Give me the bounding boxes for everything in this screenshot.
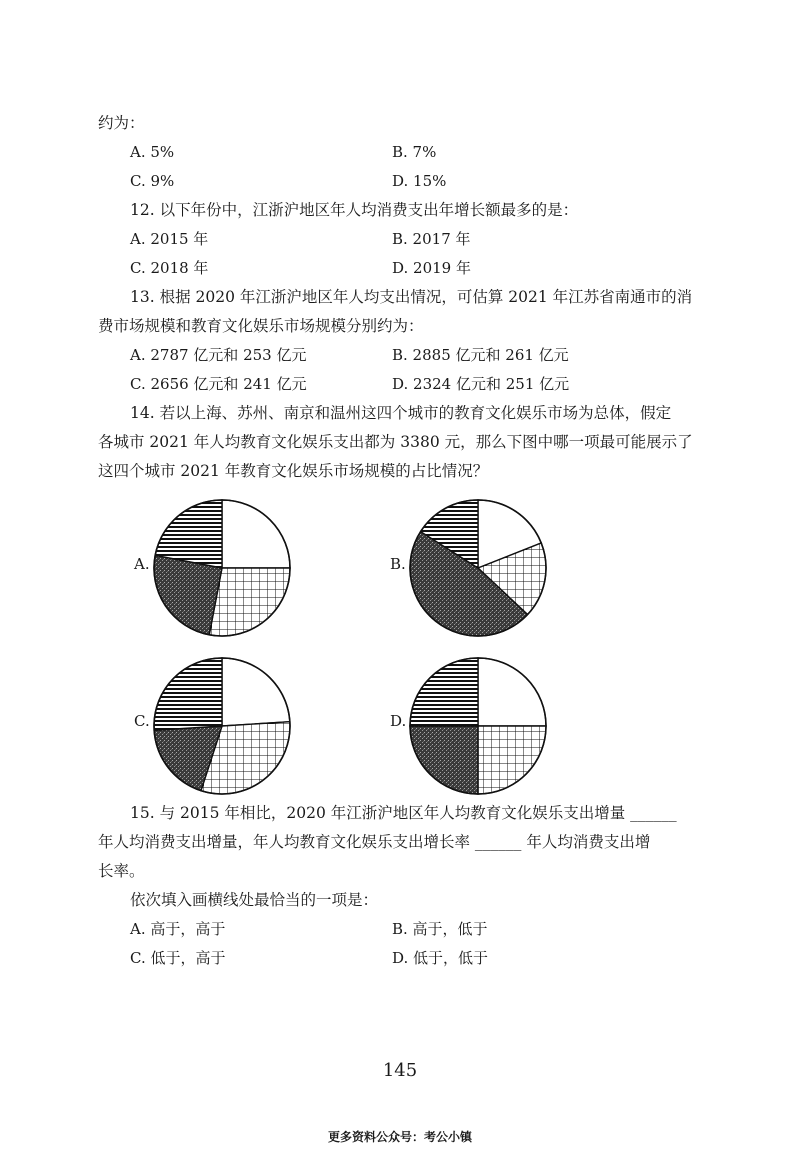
pie-slice-1 xyxy=(478,658,546,726)
q14-stem-line2: 各城市 2021 年人均教育文化娱乐支出都为 3380 元，那么下图中哪一项最可能展示了 xyxy=(98,433,693,451)
q12-stem: 12. 以下年份中，江浙沪地区年人均消费支出年增长额最多的是： xyxy=(130,201,579,219)
page-number: 145 xyxy=(382,1060,418,1081)
q11-option-c: C. 9% xyxy=(130,172,175,190)
footer-text: 更多资料公众号：考公小镇 xyxy=(327,1130,472,1144)
pie-slice-4 xyxy=(410,658,478,726)
q11-option-a: A. 5% xyxy=(130,143,175,161)
pie-slice-2 xyxy=(478,726,546,794)
q15-option-a: A. 高于，高于 xyxy=(130,920,226,938)
q14-stem-line3: 这四个城市 2021 年教育文化娱乐市场规模的占比情况？ xyxy=(98,462,489,480)
q12-option-c: C. 2018 年 xyxy=(130,259,209,277)
pie-label-a: A. xyxy=(134,555,150,573)
pie-chart-b xyxy=(404,494,552,642)
q12-option-d: D. 2019 年 xyxy=(392,259,471,277)
pie-chart-c xyxy=(148,652,296,800)
q15-option-d: D. 低于，低于 xyxy=(392,949,489,967)
q13-option-a: A. 2787 亿元和 253 亿元 xyxy=(130,346,307,364)
pie-label-d: D. xyxy=(390,712,407,730)
q13-option-b: B. 2885 亿元和 261 亿元 xyxy=(392,346,569,364)
q13-option-d: D. 2324 亿元和 251 亿元 xyxy=(392,375,570,393)
pie-slice-4 xyxy=(155,500,222,568)
q11-option-b: B. 7% xyxy=(392,143,437,161)
pie-label-b: B. xyxy=(390,555,406,573)
q11-option-d: D. 15% xyxy=(392,172,447,190)
q15-option-b: B. 高于，低于 xyxy=(392,920,488,938)
q15-instruction: 依次填入画横线处最恰当的一项是： xyxy=(130,891,379,909)
pie-label-c: C. xyxy=(134,712,150,730)
pie-slice-3 xyxy=(410,726,478,794)
q12-option-b: B. 2017 年 xyxy=(392,230,471,248)
q13-stem-line1: 13. 根据 2020 年江浙沪地区年人均支出情况，可估算 2021 年江苏省南通市的消 xyxy=(130,288,693,306)
q11-continuation: 约为： xyxy=(98,114,145,132)
q13-stem-line2: 费市场规模和教育文化娱乐市场规模分别约为： xyxy=(98,317,424,335)
pie-chart-d xyxy=(404,652,552,800)
pie-chart-a xyxy=(148,494,296,642)
q15-stem-line1: 15. 与 2015 年相比，2020 年江浙沪地区年人均教育文化娱乐支出增量 ______ xyxy=(130,804,677,822)
q15-option-c: C. 低于，高于 xyxy=(130,949,226,967)
pie-slice-4 xyxy=(154,658,222,730)
pie-slice-3 xyxy=(154,555,222,635)
q15-stem-line2: 年人均消费支出增量，年人均教育文化娱乐支出增长率 ______ 年人均消费支出增 xyxy=(98,833,651,851)
q15-stem-line3: 长率。 xyxy=(98,862,145,880)
q14-stem-line1: 14. 若以上海、苏州、南京和温州这四个城市的教育文化娱乐市场为总体，假定 xyxy=(130,404,672,422)
q13-option-c: C. 2656 亿元和 241 亿元 xyxy=(130,375,307,393)
q12-option-a: A. 2015 年 xyxy=(130,230,209,248)
pie-slice-2 xyxy=(209,568,290,636)
pie-slice-1 xyxy=(222,658,290,726)
pie-slice-1 xyxy=(222,500,290,568)
